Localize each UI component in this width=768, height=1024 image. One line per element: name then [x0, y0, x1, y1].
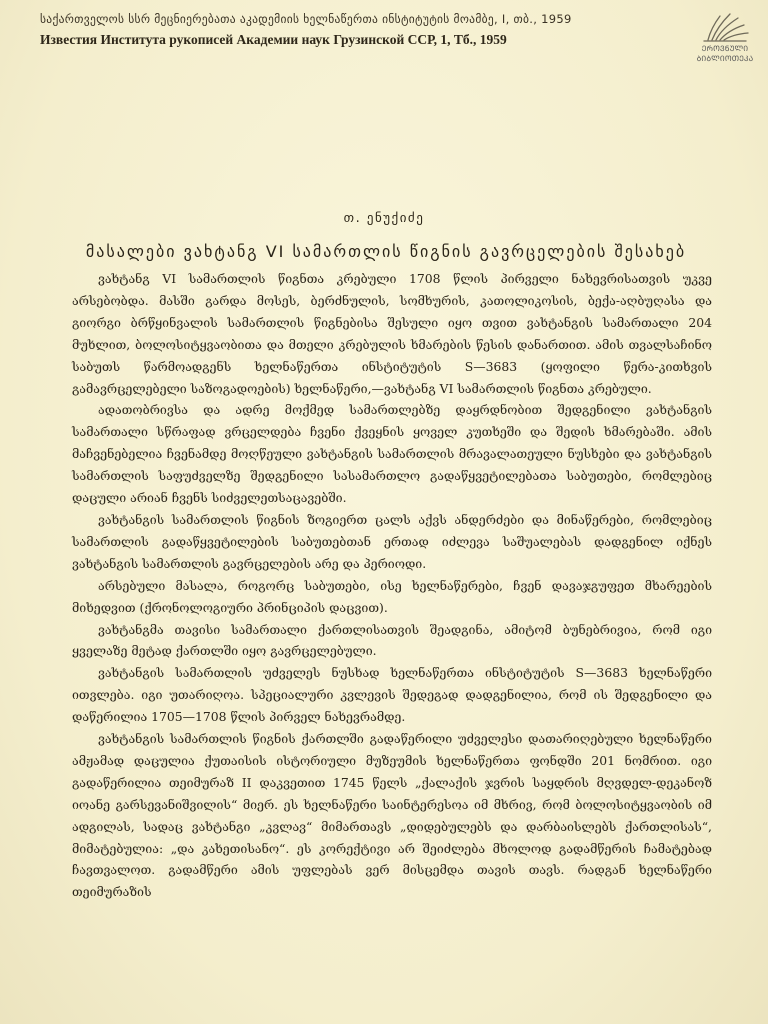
article-body: [72, 268, 712, 903]
paragraph: ადათობრივსა და ადრე მოქმედ სამართლებზე დაყრდნობით შედგენილი ვახტანგის სამართალი სწრაფად ვრცელდება ჩვენი ქვეყნის ყოველ კუთხეში და შედის ხმარებაში. ამის მაჩვენებელია ჩვენამდე მოღწეული ვახტანგის სამართლის მრავალათეული ნუსხები და ვახტანგის სამართლის საფუძველზე შედგენილი სასამართლო გადაწყვეტილებათა საბუთები, რომლებიც დაცული არიან ჩვენს სიძველეთსაცავებში.: [72, 402, 712, 506]
paragraph: ვახტანგის სამართლის წიგნის ზოგიერთ ცალს აქვს ანდერძები და მინაწერები, რომლებიც სამართლის გადაწყვეტილების საბუთებთან ერთად იძლევა საშუალებას დადგენილ იქნეს ვახტანგის სამართლის გავრცელების არე და პერიოდი.: [72, 511, 712, 571]
journal-header: [40, 10, 700, 51]
library-stamp-emblem-icon: [694, 8, 756, 44]
stamp-line-top: ᲔᲠᲝᲕᲜᲣᲚᲘ: [701, 44, 749, 53]
paragraph: არსებული მასალა, როგორც საბუთები, ისე ხელნაწერები, ჩვენ დავაჯგუფეთ მხარეების მიხედვით (ქრონოლოგიური პრინციპის დაცვით).: [72, 577, 712, 615]
paragraph: ვახტანგ VI სამართლის წიგნთა კრებული 1708 წლის პირველი ნახევრისათვის უკვე არსებობდა. მასში გარდა მოსეს, ბერძნულის, სომხურის, კათოლიკოსის, ბექა-აღბუღასა და გიორგი ბრწყინვალის სამართლის წიგნებისა შესული იყო თვით ვახტანგის სამართალი 204 მუხლით, ბოლოსიტყვაობითა და მთელი კრებულის ხმარების წესის დანართით. ამის თვალსაჩინო საბუთს წარმოადგენს ხელნაწერთა ინსტიტუტის S—3683 (ყოფილი წერა-კითხვის გამავრცელებელი საზოგადოების) ხელნაწერი,—ვახტანგ VI სამართლის წიგნთა კრებული.: [72, 271, 712, 396]
header-georgian: საქართველოს სსრ მეცნიერებათა აკადემიის ხელნაწერთა ინსტიტუტის მოამბე, I, თბ., 1959: [40, 12, 572, 26]
paragraph: ვახტანგის სამართლის უძველეს ნუსხად ხელნაწერთა ინსტიტუტის S—3683 ხელნაწერი ითვლება. იგი უთარიღოა. სპეციალური კვლევის შედეგად დადგენილია, რომ ის შედგენილი და დაწერილია 1705—1708 წლის პირველ ნახევრამდე.: [72, 665, 712, 725]
article-author: თ. ენუქიძე: [343, 211, 425, 226]
library-stamp: [694, 8, 756, 66]
paragraph: ვახტანგმა თავისი სამართალი ქართლისათვის შეადგინა, ამიტომ ბუნებრივია, რომ იგი ყველაზე მეტად ქართლში იყო გავრცელებული.: [72, 621, 712, 659]
paragraph: ვახტანგის სამართლის წიგნის ქართლში გადაწერილი უძველესი დათარიღებული ხელნაწერი ამჟამად დაცულია ქუთაისის ისტორიული მუზეუმის ხელნაწერთა ფონდში 201 ნომრით. იგი გადაწერილია თეიმურაზ II დაკვეთით 1745 წელს „ქალაქის ჯვრის საყდრის მღვდელ-დეკანოზ იოანე გარსევანიშვილის“ მიერ. ეს ხელნაწერი საინტერესოა იმ მხრივ, რომ ბოლოსიტყვაობის იმ ადგილას, სადაც ვახტანგი „კვლავ“ მიმართავს „დიდებულებს და დარბაისლებს ქართლისას“, მიმატებულია: „და კახეთისანო“. ეს კორექტივი არ შეიძლება მხოლოდ გადამწერის ჩამატებად ჩავთვალოთ. გადამწერი ამის უფლებას ვერ მისცემდა თავის თავს. რადგან ხელნაწერი თეიმურაზის: [72, 731, 712, 900]
stamp-line-bottom: ᲑᲘᲑᲚᲘᲝᲗᲔᲙᲐ: [696, 54, 754, 63]
article-title: მასალები ვახტანგ VI სამართლის წიგნის გავრცელების შესახებ: [85, 242, 687, 261]
header-russian: Известия Института рукописей Академии наук Грузинской ССР, 1, Тб., 1959: [40, 32, 507, 47]
